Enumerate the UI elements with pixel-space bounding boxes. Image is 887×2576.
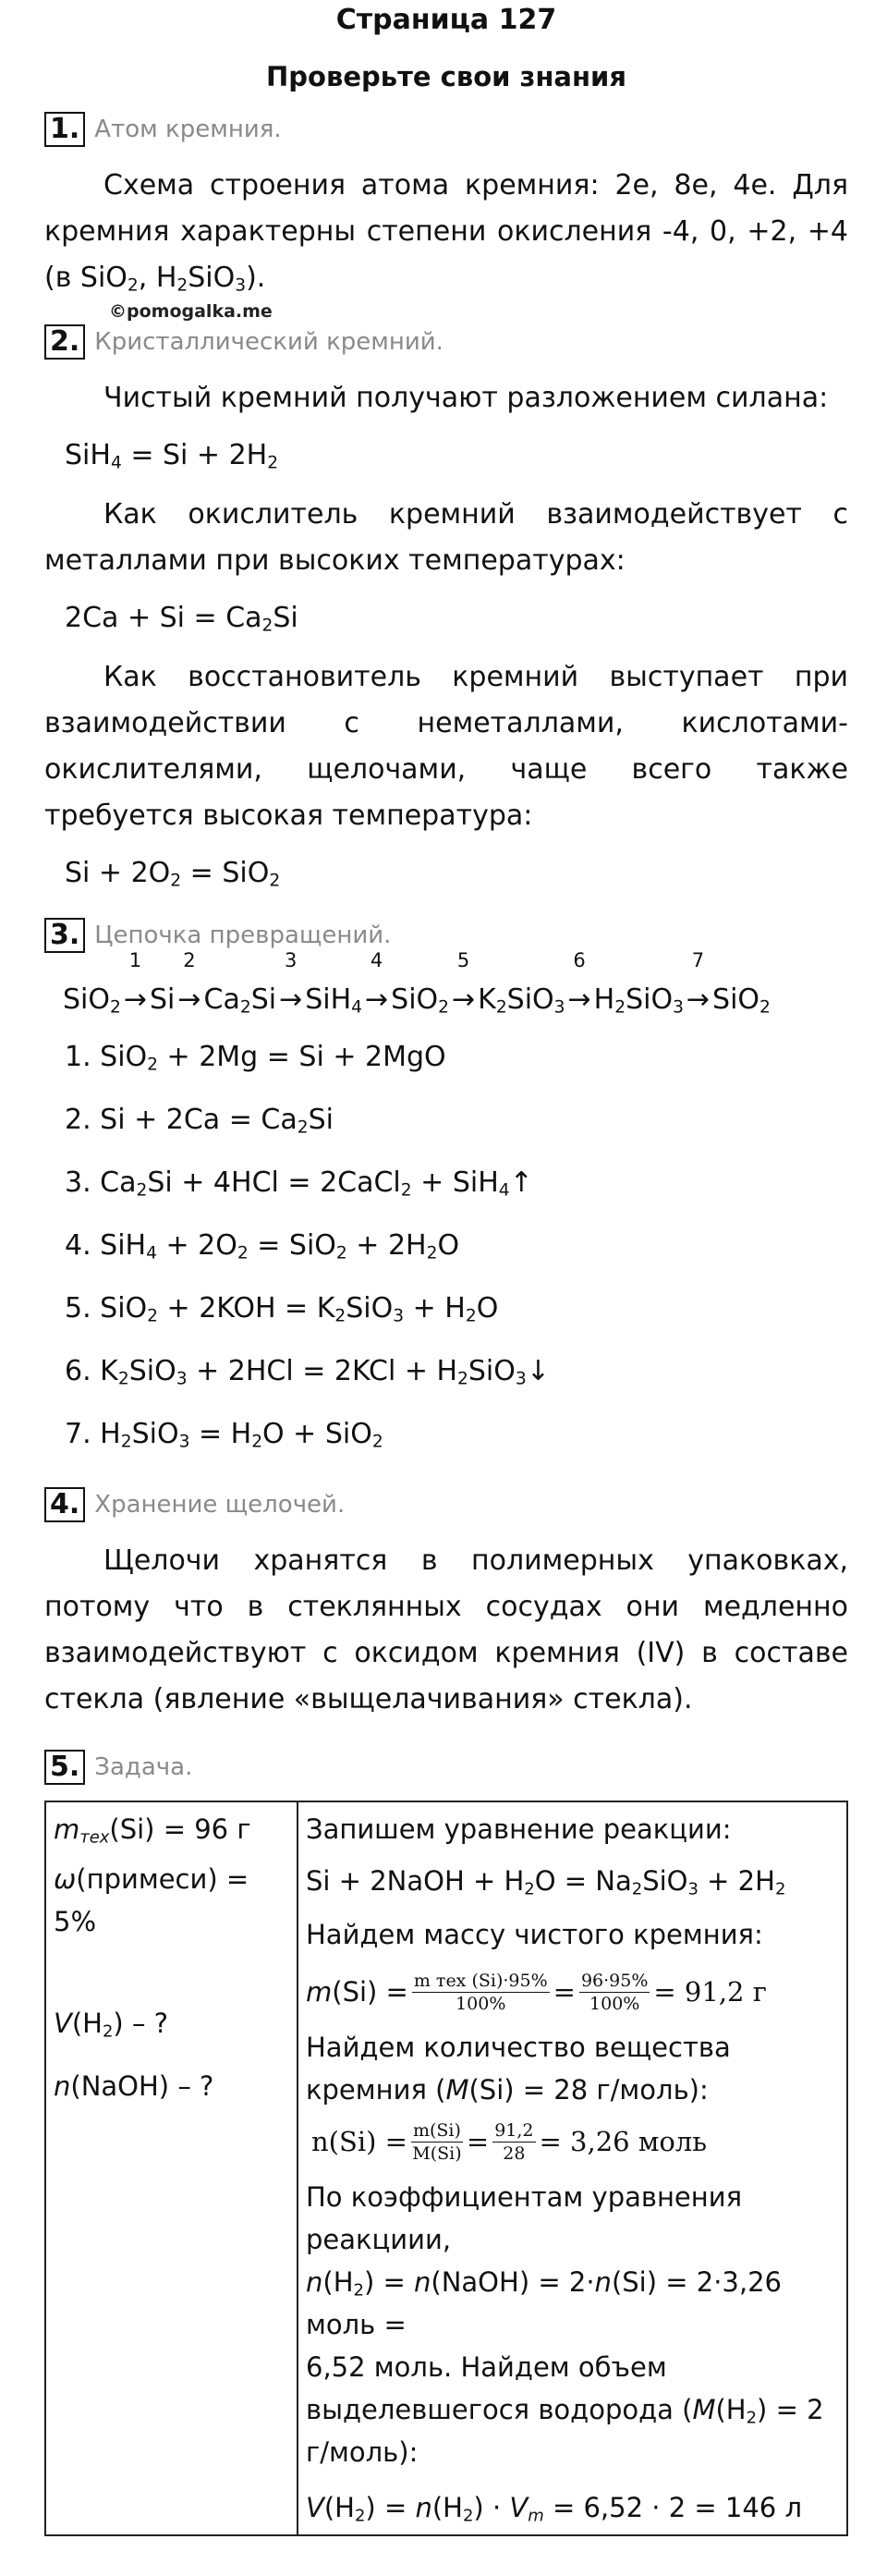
task-5-header (44, 1747, 848, 1788)
reaction-3: 3. $Ca_2Si + 4HCl$ = 2CaCl$_2$ + SiH$_4$↑ (65, 1166, 533, 1201)
reaction-5: 5. $SiO_2 + 2KOH = K_2SiO_3 + H_2O$ (65, 1292, 499, 1326)
problem-table (44, 1801, 848, 2536)
task-title: Хранение щелочей. (94, 1491, 346, 1519)
task-1-header (44, 109, 848, 150)
task-4-header (44, 1484, 848, 1525)
task-1-text: Схема строения атома кремния: 2е, 8е, 4е. Для кремния характерны степени окисления -4, 0, +2, +4 (в SiO$_2$, $H_2SiO_3$). (44, 169, 848, 296)
task-number: 4. (44, 1487, 85, 1522)
amount-formula: n(Si) = $\frac{m(Si)}{M(Si)}$ = $\frac{91,2}{28}$ = 3,26 моль (311, 2119, 708, 2164)
reaction-1: 1. SiO$_2$ + 2Mg = Si + 2MgO (65, 1041, 446, 1075)
watermark: ©pomogalka.me (109, 301, 273, 322)
solution-step: $n(H_2)$ = n(NaOH) = 2·n(Si) = 2·3,26 моль = (306, 2266, 783, 2340)
task-4-text: Щелочи хранятся в полимерных упаковках, потому что в стеклянных сосудах они медленно взаимодействуют с оксидом кремния (IV) в составе стекла (явление «выщелачивания» стекла). (44, 1544, 848, 1715)
task-number: 1. (44, 112, 85, 147)
solution-step: Запишем уравнение реакции: (306, 1813, 732, 1845)
solution-column (298, 1801, 847, 2535)
solution-step: Найдем количество вещества кремния (M(Si) = 28 г/моль): (306, 2032, 731, 2106)
reaction-4: 4. $SiH_4 + 2O_2 = SiO_2 + 2H_2O$ (65, 1229, 460, 1264)
page-title: Страница 127 (335, 4, 557, 36)
mass-formula: m (Si) = $\frac{\text{m тех (Si)·95\%}}{100\%}$ = $\frac{96\cdot 95\%}{100\%}$ = 91,2 г (306, 1970, 767, 2014)
conversion-chain: SiO$_2$ 1 → Si 2 → $Ca_2Si$ 3 → SiH$_4$ 4 → SiO$_2$ 5 → $K_2SiO_3$ 6 → $H_2SiO_3$ 7 → SiO$_2$ (63, 949, 771, 1018)
task-number: 2. (44, 324, 85, 360)
reaction-list (44, 1026, 848, 1466)
find-amount: n(NaOH) – ? (54, 2070, 214, 2102)
task-title: Кристаллический кремний. (94, 328, 444, 356)
equation: $2Ca + Si = Ca_2Si$ (65, 602, 298, 636)
task-number: 3. (44, 918, 85, 953)
find-volume: $V(H_2)$ – ? (54, 2008, 169, 2042)
given-column (45, 1801, 298, 2535)
solution-step: По коэффициентам уравнения реакциии, (306, 2181, 743, 2255)
task-title: Цепочка превращений. (94, 922, 392, 949)
given-mass: $m_{тех}(Si) = 96$ г (54, 1813, 251, 1848)
given-impurity: ω(примеси) = 5% (54, 1863, 249, 1937)
task-title: Задача. (94, 1753, 193, 1781)
reaction-6: 6. $K_2SiO_3 + 2HCl = 2KCl$ + $H_2SiO_3↓$ (65, 1355, 550, 1389)
reaction-equation: Si + 2NaOH + $H_2O = Na_2SiO_3 + 2H_2$ (306, 1865, 786, 1899)
task-2-p1: Чистый кремний получают разложением силана: (103, 382, 829, 414)
final-answer: $V(H_2) = n(H_2) \cdot V_m = 6,52 \cdot 2 = 146$ л (306, 2492, 803, 2526)
page (44, 0, 848, 2536)
task-2-p3: Как восстановитель кремний выступает при взаимодействии с неметаллами, кислотами-окислителями, щелочами, чаще всего также требуется высокая температура: (44, 661, 848, 832)
reaction-7: 7. $H_2SiO_3 = H_2O + SiO_2$ (65, 1418, 383, 1452)
solution-step: 6,52 моль. Найдем объем выделевшегося водорода ($M(H_2) = 2$ г/моль): (306, 2351, 824, 2468)
task-2-header (44, 301, 848, 362)
solution-step: Найдем массу чистого кремния: (306, 1919, 763, 1950)
task-3-header (44, 915, 848, 956)
task-number: 5. (44, 1750, 85, 1785)
equation: $SiH_4 = Si + 2H_2$ (65, 439, 279, 473)
task-2-p2: Как окислитель кремний взаимодействует с металлами при высоких температурах: (44, 498, 848, 577)
task-title: Атом кремния. (94, 116, 282, 143)
equation: $Si + 2O_2 = SiO_2$ (65, 857, 281, 891)
page-subtitle: Проверьте свои знания (266, 61, 626, 92)
reaction-2: 2. $Si + 2Ca = Ca_2Si$ (65, 1104, 334, 1138)
